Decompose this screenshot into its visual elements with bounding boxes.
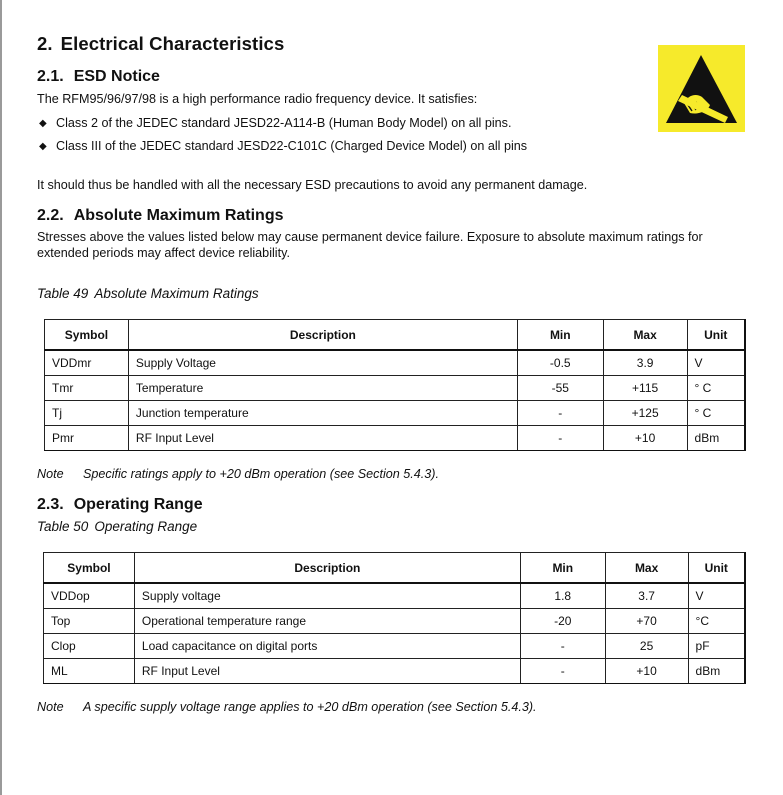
caption-label: Table 49 [37,286,89,301]
op-range-note [37,700,537,714]
cell-description: Junction temperature [128,401,517,426]
table-header-row [45,320,746,351]
cell-symbol: ML [44,659,135,684]
caption-title: Operating Range [94,519,198,534]
header-min: Min [520,553,605,584]
page-edge [0,0,2,795]
cell-unit: dBm [688,659,745,684]
abs-max-number: 2.2. [37,207,64,224]
table-row [44,659,746,684]
cell-description: Operational temperature range [134,609,520,634]
cell-max: 3.9 [603,350,687,376]
cell-min: 1.8 [520,583,605,609]
cell-description: RF Input Level [134,659,520,684]
cell-min: - [517,426,603,451]
cell-description: Load capacitance on digital ports [134,634,520,659]
abs-max-paragraph [37,229,703,261]
table-row [44,609,746,634]
cell-unit: V [687,350,745,376]
header-unit: Unit [688,553,745,584]
table-row [44,583,746,609]
esd-heading [37,68,160,86]
cell-symbol: Tj [45,401,129,426]
esd-closing: It should thus be handled with all the necessary ESD precautions to avoid any permanent damage. [37,178,588,192]
cell-max: +10 [603,426,687,451]
header-symbol: Symbol [44,553,135,584]
header-max: Max [603,320,687,351]
table-row [44,634,746,659]
cell-symbol: VDDmr [45,350,129,376]
cell-min: -55 [517,376,603,401]
table-row [45,426,746,451]
header-max: Max [605,553,688,584]
abs-max-title: Absolute Maximum Ratings [73,207,284,224]
abs-max-heading [37,207,284,225]
cell-symbol: Top [44,609,135,634]
table-header-row [44,553,746,584]
cell-min: -0.5 [517,350,603,376]
header-symbol: Symbol [45,320,129,351]
header-min: Min [517,320,603,351]
caption-label: Table 50 [37,519,89,534]
paragraph-line: Stresses above the values listed below may cause permanent device failure. Exposure to absolute maximum ratings for [37,230,703,244]
cell-unit: ° C [687,376,745,401]
table-49-caption [37,286,259,301]
cell-description: Supply voltage [134,583,520,609]
cell-max: +10 [605,659,688,684]
header-unit: Unit [687,320,745,351]
esd-number: 2.1. [37,68,64,85]
cell-symbol: VDDop [44,583,135,609]
cell-max: +115 [603,376,687,401]
note-text: A specific supply voltage range applies to +20 dBm operation (see Section 5.4.3). [83,700,537,714]
caption-title: Absolute Maximum Ratings [94,286,259,301]
op-range-title: Operating Range [73,496,203,513]
note-label: Note [37,467,64,481]
cell-unit: ° C [687,401,745,426]
cell-min: -20 [520,609,605,634]
section-title: Electrical Characteristics [60,33,285,54]
operating-range-table [43,552,746,684]
esd-intro: The RFM95/96/97/98 is a high performance radio frequency device. It satisfies: [37,92,478,106]
table-row [45,401,746,426]
note-label: Note [37,700,64,714]
cell-symbol: Tmr [45,376,129,401]
table-row [45,376,746,401]
section-heading [37,33,284,55]
note-text: Specific ratings apply to +20 dBm operation (see Section 5.4.3). [83,467,439,481]
cell-symbol: Pmr [45,426,129,451]
cell-description: RF Input Level [128,426,517,451]
cell-unit: pF [688,634,745,659]
bullet-text: Class 2 of the JEDEC standard JESD22-A114-B (Human Body Model) on all pins. [56,116,512,130]
bullet-text: Class III of the JEDEC standard JESD22-C101C (Charged Device Model) on all pins [56,139,528,153]
bullet-diamond-icon: ◆ [39,118,47,129]
esd-title: ESD Notice [73,68,160,85]
esd-bullet [39,115,511,132]
cell-unit: dBm [687,426,745,451]
cell-max: +70 [605,609,688,634]
cell-description: Supply Voltage [128,350,517,376]
section-number: 2. [37,33,53,54]
cell-max: 25 [605,634,688,659]
cell-unit: °C [688,609,745,634]
abs-max-note [37,467,439,481]
bullet-diamond-icon: ◆ [39,141,47,152]
cell-symbol: Clop [44,634,135,659]
cell-min: - [520,659,605,684]
esd-warning-icon [658,45,745,132]
cell-min: - [517,401,603,426]
table-50-caption [37,519,197,534]
op-range-heading [37,496,203,514]
esd-bullet [39,138,527,155]
cell-unit: V [688,583,745,609]
cell-max: 3.7 [605,583,688,609]
paragraph-line: extended periods may affect device reliability. [37,246,290,260]
table-row [45,350,746,376]
absolute-max-ratings-table [44,319,746,451]
cell-min: - [520,634,605,659]
op-range-number: 2.3. [37,496,64,513]
header-description: Description [128,320,517,351]
header-description: Description [134,553,520,584]
cell-max: +125 [603,401,687,426]
cell-description: Temperature [128,376,517,401]
